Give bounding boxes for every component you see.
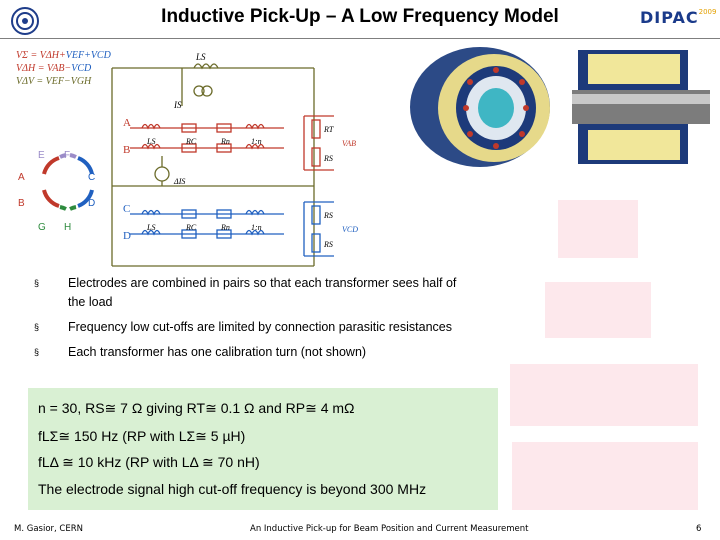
summary-line-2: fLΣ≅ 150 Hz (RP with LΣ≅ 5 µH)	[38, 428, 246, 444]
pink-panel-3	[510, 364, 698, 426]
bullet-item	[34, 343, 474, 362]
pink-panel-2	[545, 282, 651, 338]
label-ratio-ab: 1:n	[251, 137, 262, 146]
label-L-sigma-cd: LS	[147, 223, 156, 232]
summary-line-1: n = 30, RS≅ 7 Ω giving RT≅ 0.1 Ω and RP≅ 4 mΩ	[38, 400, 355, 416]
label-branch-C: C	[123, 203, 131, 215]
electrode-H: H	[64, 222, 72, 233]
label-branch-A: A	[123, 117, 131, 129]
bullet-marker: §	[34, 278, 40, 288]
equation-delta-v: VΔV = VEF−VGH	[16, 76, 92, 87]
label-delta-current: ΔIS	[174, 177, 186, 186]
label-RS-cd-bottom: RS	[324, 240, 333, 249]
electrode-F: F	[64, 150, 71, 161]
dipac-logo-year: 2009	[698, 8, 717, 16]
electrode-D: D	[88, 198, 96, 209]
bullet-text: Each transformer has one calibration turn (not shown)	[68, 345, 367, 359]
bullet-item	[34, 318, 474, 337]
summary-line-3: fLΔ ≅ 10 kHz (RP with LΔ ≅ 70 nH)	[38, 454, 260, 470]
slide-title: Inductive Pick-Up – A Low Frequency Model	[161, 6, 559, 27]
equation-delta-h: VΔH = VAB−VCD	[16, 63, 92, 74]
electrode-G: G	[38, 222, 46, 233]
bullet-item	[34, 274, 474, 312]
dipac-logo-text: DIPAC	[640, 8, 699, 27]
summary-box	[28, 388, 498, 510]
footer-talk-title: An Inductive Pick-up for Beam Position and Current Measurement	[250, 524, 529, 534]
label-RS-ab: RS	[324, 154, 333, 163]
bullet-marker: §	[34, 322, 40, 332]
label-RS-cd-top: RS	[324, 211, 333, 220]
label-Rn-cd: Rn	[221, 223, 230, 232]
bullet-text: Frequency low cut-offs are limited by connection parasitic resistances	[68, 320, 452, 334]
pink-panel-1	[558, 200, 638, 258]
pink-panel-4	[512, 442, 698, 510]
title-divider	[0, 38, 720, 39]
label-ratio-cd: 1:n	[251, 223, 262, 232]
footer-page-number: 6	[696, 524, 702, 534]
label-branch-D: D	[123, 230, 131, 242]
label-Rn-ab: Rn	[221, 137, 230, 146]
label-calib-current: IS	[174, 100, 182, 110]
electrode-C: C	[88, 172, 96, 183]
equation-sum: VΣ = VΔH+VEF+VCD	[16, 50, 111, 61]
electrode-B: B	[18, 198, 25, 209]
pickup-3d-render	[400, 42, 710, 172]
label-top-inductor: LS	[196, 52, 206, 62]
label-VAB: VAB	[342, 139, 357, 148]
label-VCD: VCD	[342, 225, 358, 234]
electrode-E: E	[38, 150, 45, 161]
bullet-marker: §	[34, 347, 40, 357]
bullet-text: Electrodes are combined in pairs so that each transformer sees half of the load	[68, 276, 457, 309]
summary-line-4: The electrode signal high cut-off frequency is beyond 300 MHz	[38, 481, 427, 497]
label-L-sigma-ab: LS	[147, 137, 156, 146]
circuit-diagram	[14, 46, 360, 272]
bullet-list	[34, 274, 474, 368]
label-Rc-ab: RC	[186, 137, 197, 146]
label-branch-B: B	[123, 144, 131, 156]
footer-author: M. Gasior, CERN	[14, 524, 83, 534]
label-RT-ab: RT	[324, 125, 334, 134]
electrode-A: A	[18, 172, 25, 183]
label-Rc-cd: RC	[186, 223, 197, 232]
